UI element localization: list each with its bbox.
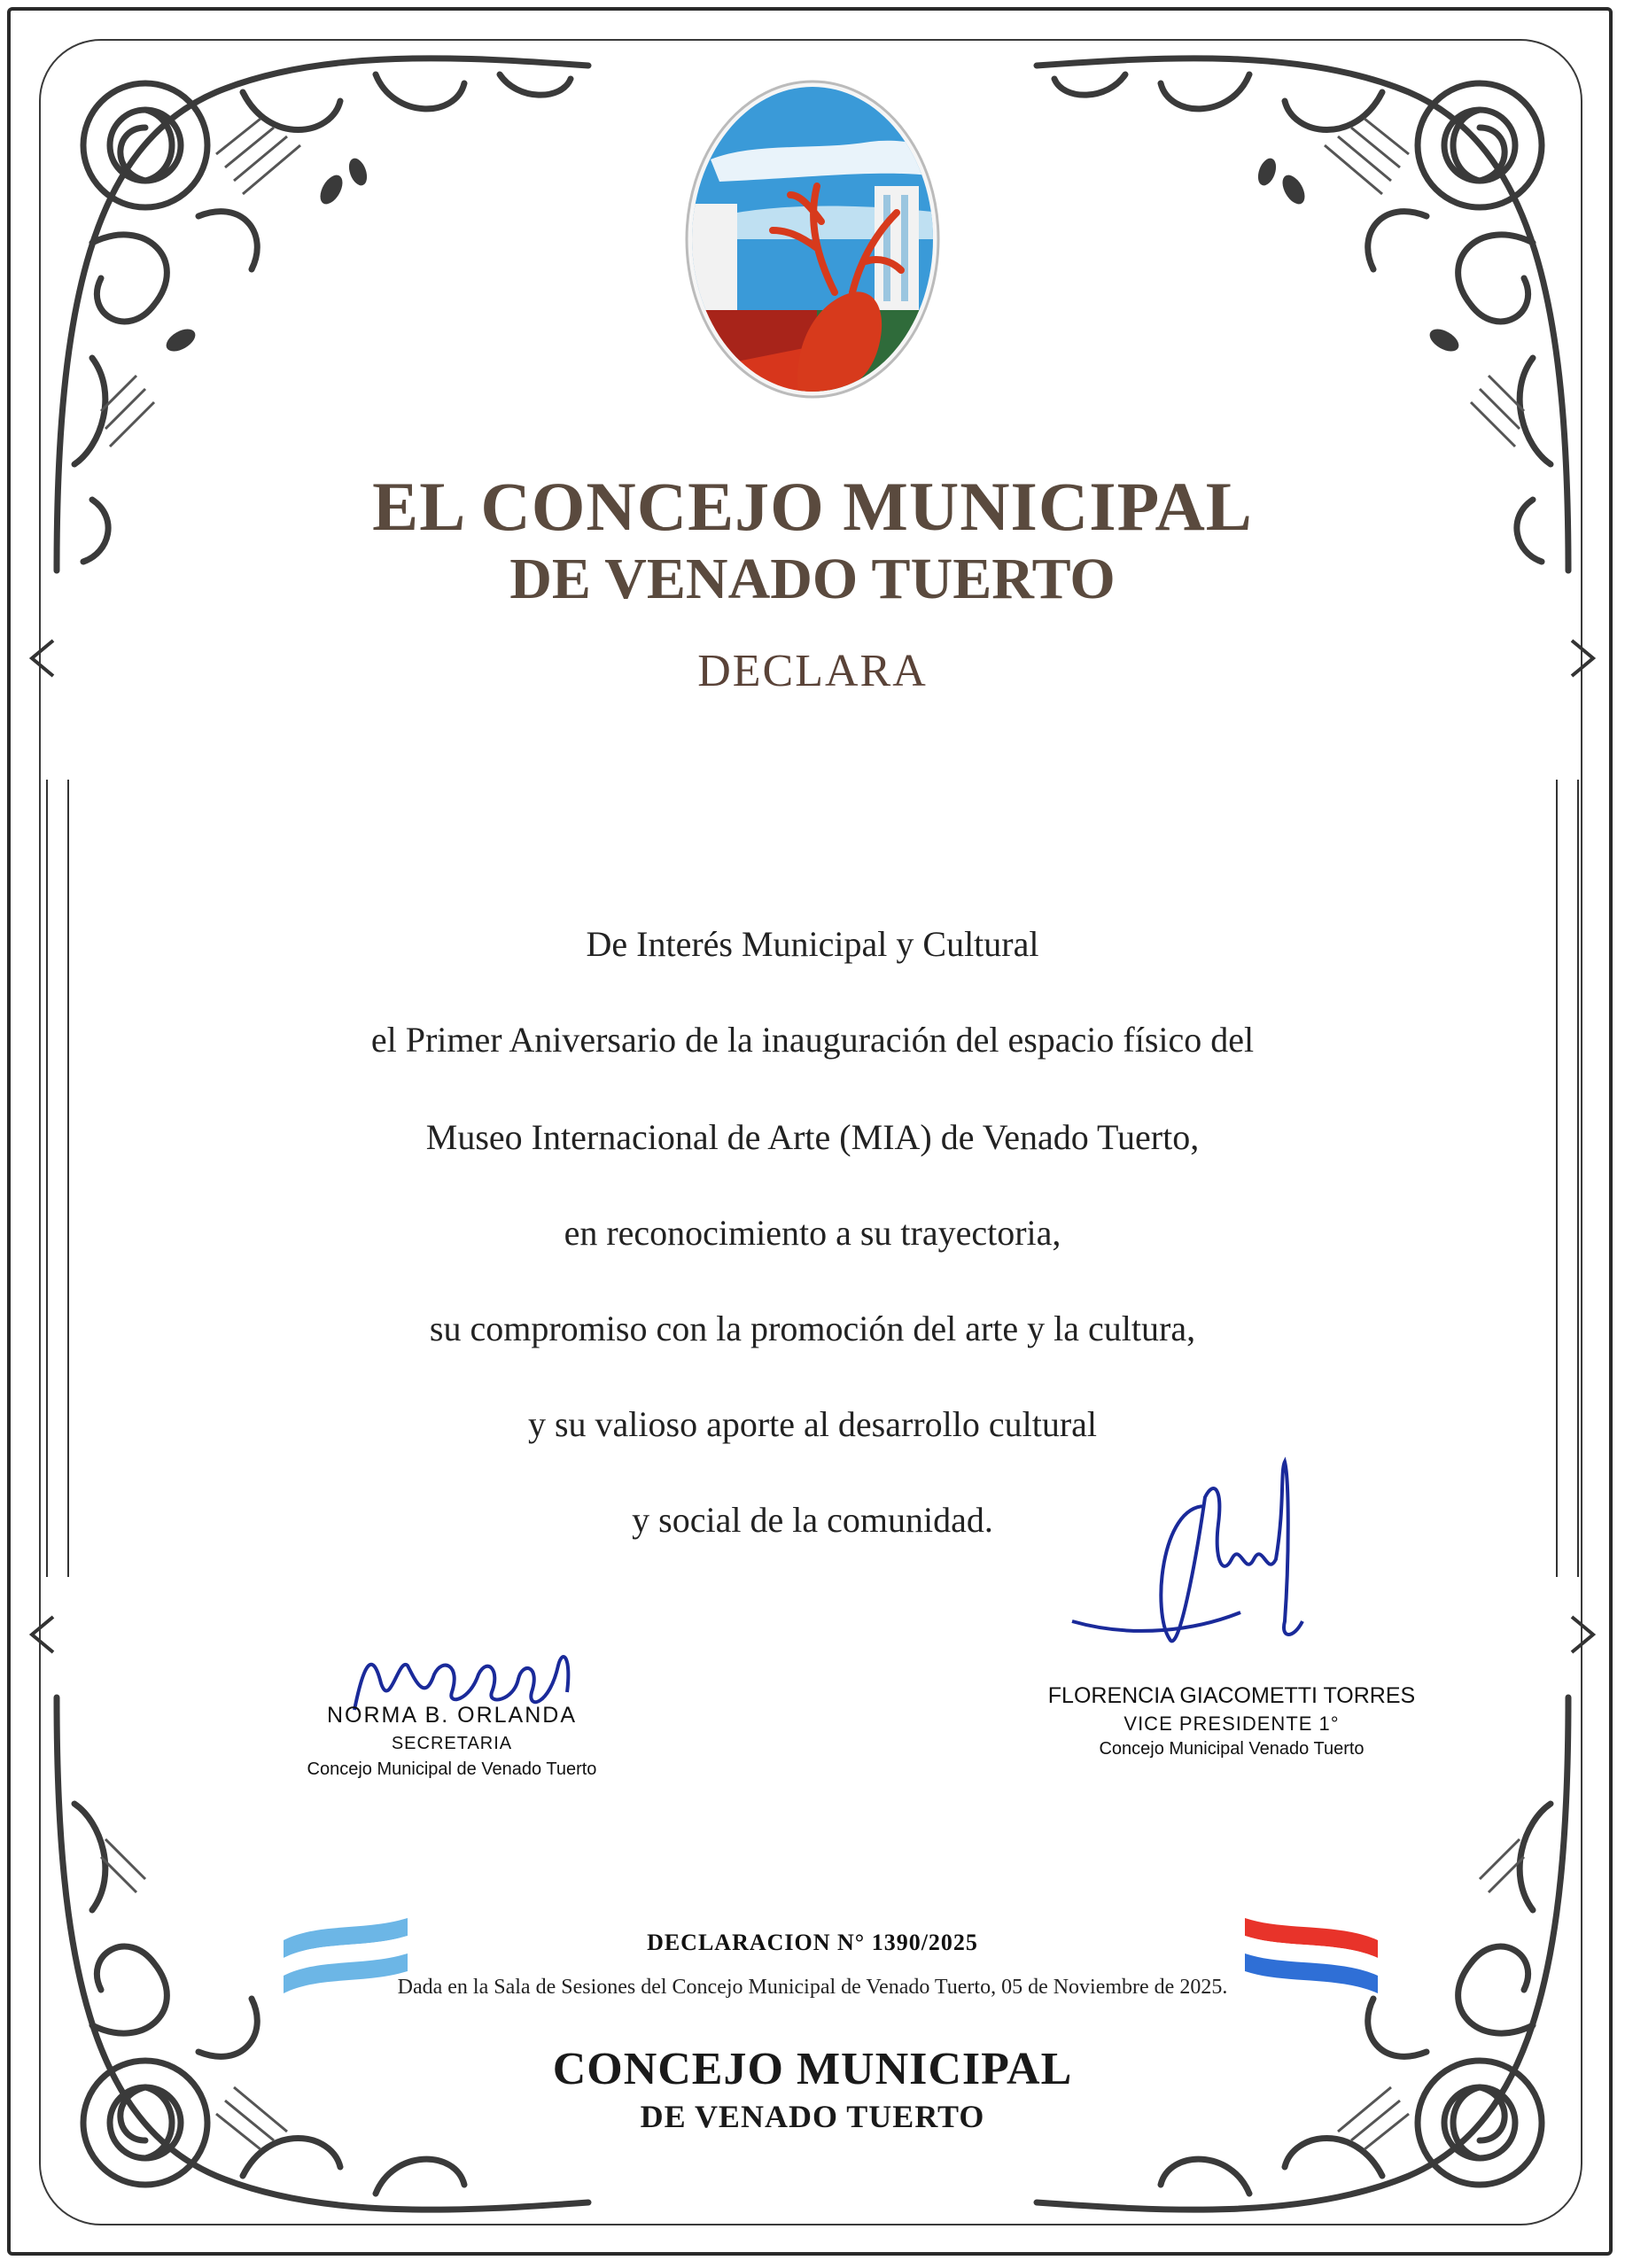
- declaration-number: DECLARACION N° 1390/2025: [647, 1930, 978, 1955]
- signer-left-name: NORMA B. ORLANDA: [326, 1703, 578, 1728]
- body-line-5: su compromiso con la promoción del arte y la cultura,: [429, 1309, 1196, 1348]
- body-line-3: Museo Internacional de Arte (MIA) de Venado Tuerto,: [425, 1117, 1200, 1157]
- chevron-left-icon: [25, 1612, 60, 1657]
- title-line-1: EL CONCEJO MUNICIPAL: [372, 468, 1253, 545]
- chevron-right-icon: [1565, 1612, 1600, 1657]
- body-line-4: en reconocimiento a su trayectoria,: [564, 1213, 1061, 1253]
- signature-block-left: [292, 1703, 611, 1780]
- signature-block-right: [1046, 1683, 1418, 1759]
- body-line-2: el Primer Aniversario de la inauguración del espacio físico del: [370, 1020, 1255, 1060]
- deer-emblem-icon: [684, 80, 941, 399]
- signer-right-role: VICE PRESIDENTE 1°: [1124, 1713, 1340, 1735]
- signer-right-org: Concejo Municipal Venado Tuerto: [1099, 1739, 1365, 1759]
- body-line-6: y su valioso aporte al desarrollo cultural: [527, 1404, 1098, 1444]
- declara-heading: DECLARA: [697, 646, 928, 696]
- footer-title-line-2: DE VENADO TUERTO: [640, 2099, 985, 2134]
- declaration-given-text: Dada en la Sala de Sesiones del Concejo Municipal de Venado Tuerto, 05 de Noviembre de 2025.: [397, 1976, 1228, 1999]
- signature-right: [1063, 1453, 1329, 1666]
- signer-right-name: FLORENCIA GIACOMETTI TORRES: [1047, 1683, 1416, 1708]
- signer-left-org: Concejo Municipal de Venado Tuerto: [307, 1759, 597, 1779]
- left-side-rule: [46, 780, 69, 1577]
- title-line-2: DE VENADO TUERTO: [509, 547, 1116, 611]
- right-side-rule: [1556, 780, 1579, 1577]
- signer-left-role: SECRETARIA: [391, 1734, 513, 1753]
- body-line-7: y social de la comunidad.: [632, 1500, 993, 1540]
- body-line-1: De Interés Municipal y Cultural: [586, 924, 1039, 964]
- footer-title-line-1: CONCEJO MUNICIPAL: [552, 2044, 1073, 2094]
